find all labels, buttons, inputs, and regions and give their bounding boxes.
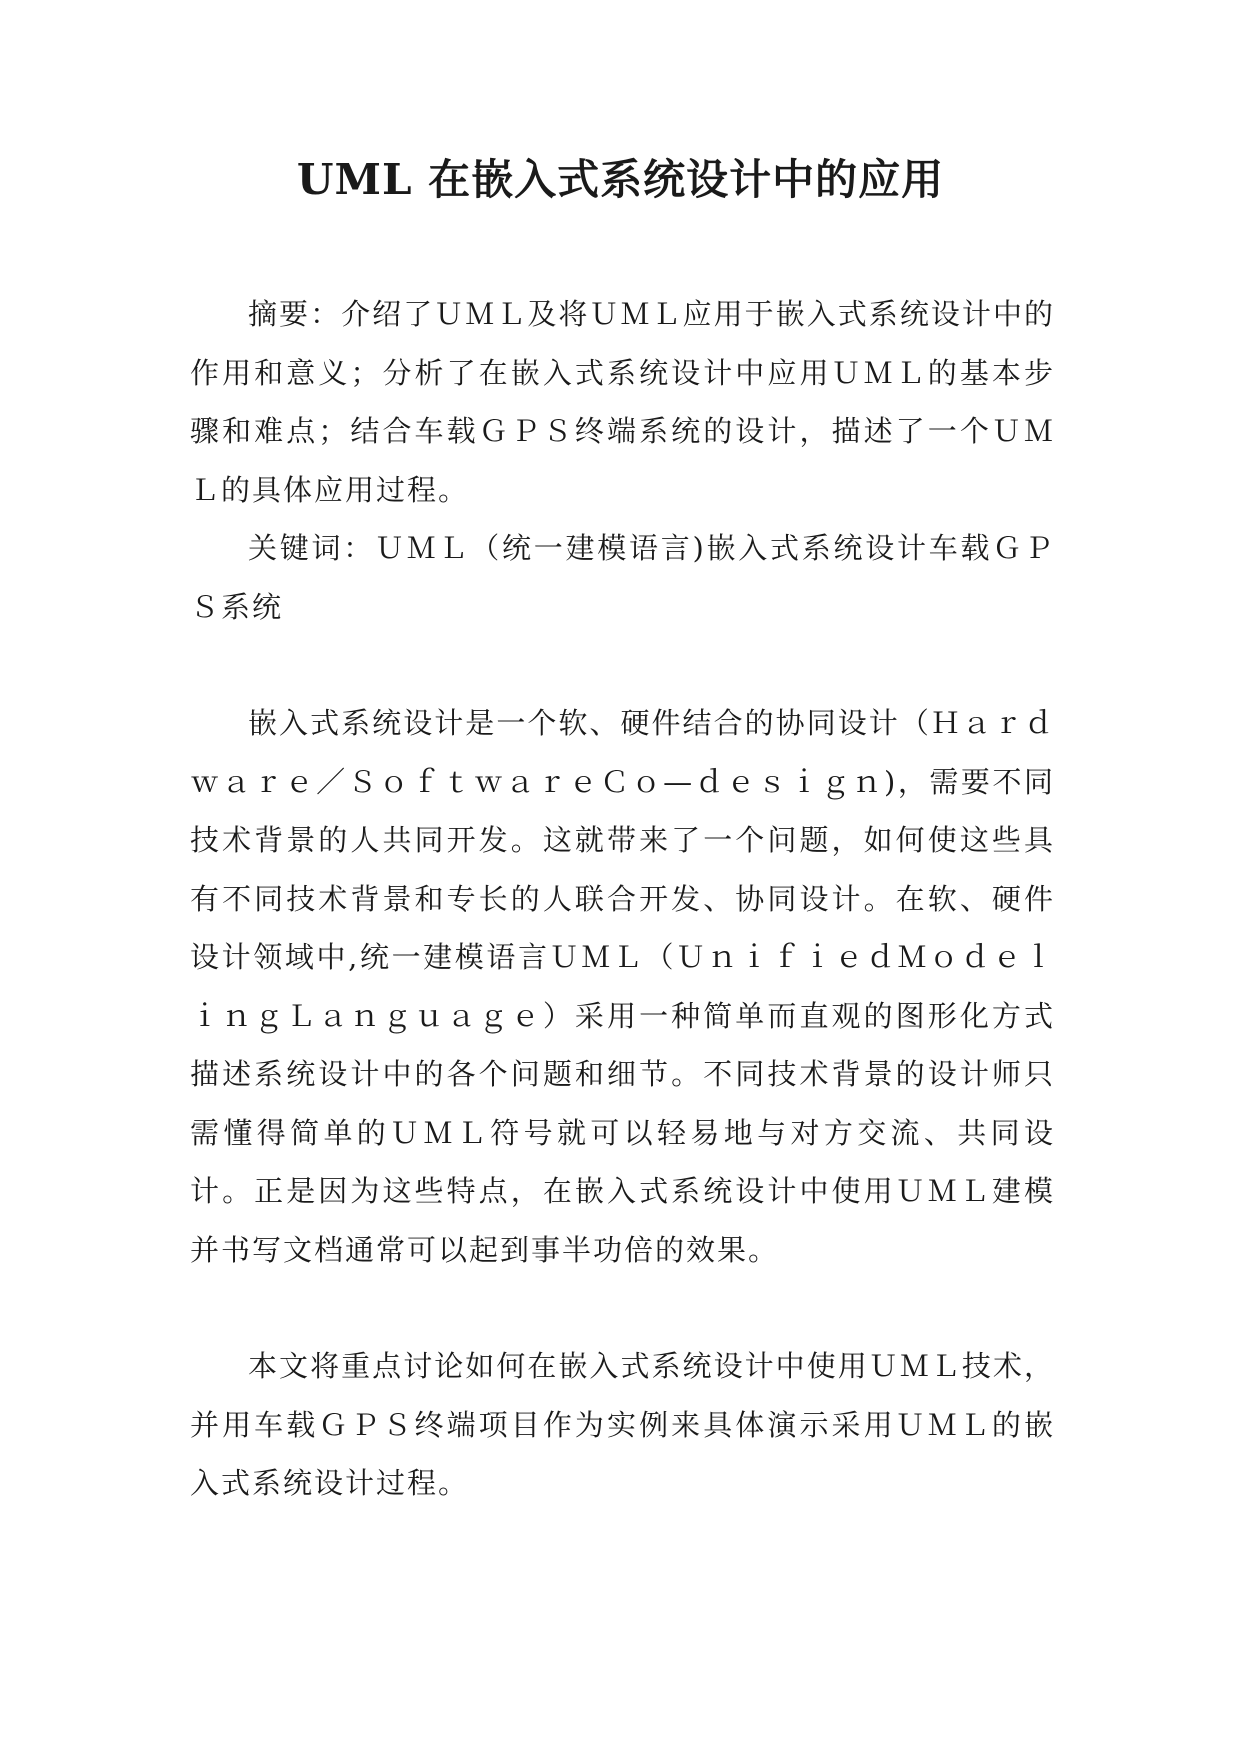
paragraph-gap	[190, 636, 1055, 694]
keywords-paragraph: 关键词：ＵＭＬ（统一建模语言)嵌入式系统设计车载ＧＰＳ系统	[190, 531, 1055, 624]
paragraph-gap	[190, 1279, 1055, 1337]
body-paragraph-intro: 嵌入式系统设计是一个软、硬件结合的协同设计（Ｈａｒｄｗａｒｅ／ＳｏｆｔｗａｒｅＣｏ—ｄｅｓｉｇｎ)，需要不同技术背景的人共同开发。这就带来了一个问题，如何使这些具有不同技术背景和专长的人联合开发、协同设计。在软、硬件设计领域中,统一建模语言ＵＭＬ（ＵｎｉｆｉｅｄＭｏｄｅｌｉｎｇＬａｎｇｕａｇｅ）采用一种简单而直观的图形化方式描述系统设计中的各个问题和细节。不同技术背景的设计师只需懂得简单的ＵＭＬ符号就可以轻易地与对方交流、共同设计。正是因为这些特点，在嵌入式系统设计中使用ＵＭＬ建模并书写文档通常可以起到事半功倍的效果。	[190, 706, 1055, 1267]
document-body	[190, 285, 1055, 1513]
document-title: UML 在嵌入式系统设计中的应用	[296, 155, 945, 204]
abstract-paragraph: 摘要：介绍了ＵＭＬ及将ＵＭＬ应用于嵌入式系统设计中的作用和意义；分析了在嵌入式系统设计中应用ＵＭＬ的基本步骤和难点；结合车载ＧＰＳ终端系统的设计，描述了一个ＵＭＬ的具体应用过程。	[190, 297, 1055, 507]
body-paragraph-scope: 本文将重点讨论如何在嵌入式系统设计中使用ＵＭＬ技术，并用车载ＧＰＳ终端项目作为实例来具体演示采用ＵＭＬ的嵌入式系统设计过程。	[190, 1349, 1055, 1500]
